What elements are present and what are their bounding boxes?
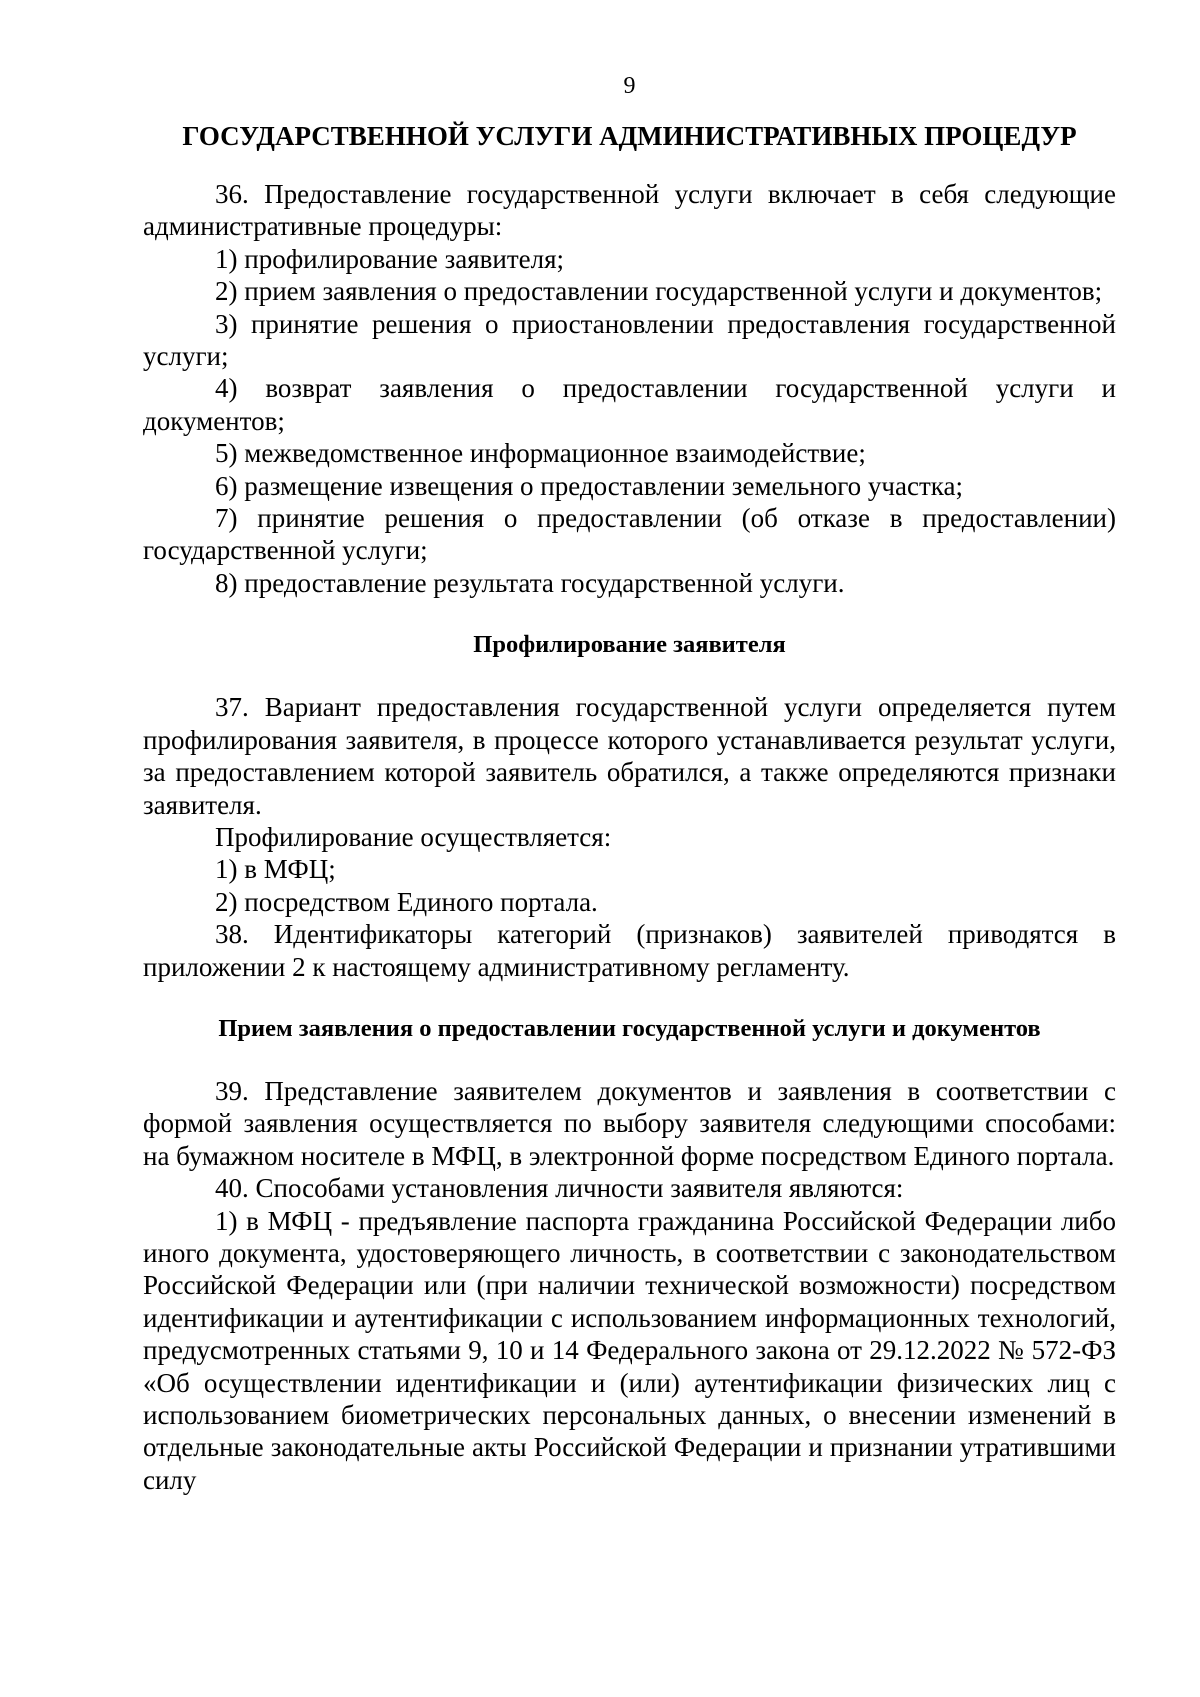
list-item-8: 8) предоставление результата государственной услуги. [215,567,845,598]
section-heading-profiling: Профилирование заявителя [473,631,786,659]
paragraph-40: 40. Способами установления личности заявителя являются: [215,1173,904,1204]
list-item-1: 1) профилирование заявителя; [215,243,565,274]
list-item-7: 7) принятие решения о предоставлении (об отказе в предоставлении) государственной услуги; [143,503,1116,566]
main-heading: ГОСУДАРСТВЕННОЙ УСЛУГИ АДМИНИСТРАТИВНЫХ ПРОЦЕДУР [182,121,1077,151]
section-heading-reception: Прием заявления о предоставлении государственной услуги и документов [218,1014,1041,1042]
section-procedures [143,178,1116,599]
list-item-4: 4) возврат заявления о предоставлении государственной услуги и документов; [143,373,1116,436]
paragraph-profiling-intro: Профилирование осуществляется: [215,821,612,852]
list-item-2: 2) прием заявления о предоставлении государственной услуги и документов; [215,276,1103,307]
section-reception [143,1075,1116,1496]
paragraph-39: 39. Представление заявителем документов и заявления в соответствии с формой заявления осуществляется по выбору заявителя следующими способами: на бумажном носителе в МФЦ, в электронной форме посредством Единого портала. [143,1075,1116,1171]
profiling-item-2: 2) посредством Единого портала. [215,886,598,917]
list-item-6: 6) размещение извещения о предоставлении земельного участка; [215,470,963,501]
section-profiling [143,691,1116,983]
page-number: 9 [623,73,636,99]
list-item-3: 3) принятие решения о приостановлении предоставления государственной услуги; [143,308,1116,372]
list-item-5: 5) межведомственное информационное взаимодействие; [215,438,866,469]
paragraph-37: 37. Вариант предоставления государственной услуги определяется путем профилирования заявителя, в процессе которого устанавливается результат услуги, за предоставлением которой заявитель обратился, а также определяются признаки заявителя. [143,692,1116,820]
paragraph-40-item-1: 1) в МФЦ - предъявление паспорта гражданина Российской Федерации либо иного документа, удостоверяющего личность, в соответствии с законодательством Российской Федерации или (при наличии технической возможности) посредством идентификации и аутентификации с использованием информационных технологий, предусмотренных статьями 9, 10 и 14 Федерального закона от 29.12.2022 № 572-ФЗ «Об осуществлении идентификации и (или) аутентификации физических лиц с использованием биометрических персональных данных, о внесении изменений в отдельные законодательные акты Российской Федерации и признании утратившими силу [143,1205,1116,1495]
paragraph-36: 36. Предоставление государственной услуги включает в себя следующие административные процедуры: [143,179,1116,242]
document-page [143,70,1116,1496]
profiling-item-1: 1) в МФЦ; [215,854,336,885]
paragraph-38: 38. Идентификаторы категорий (признаков) заявителей приводятся в приложении 2 к настоящему административному регламенту. [143,919,1116,982]
